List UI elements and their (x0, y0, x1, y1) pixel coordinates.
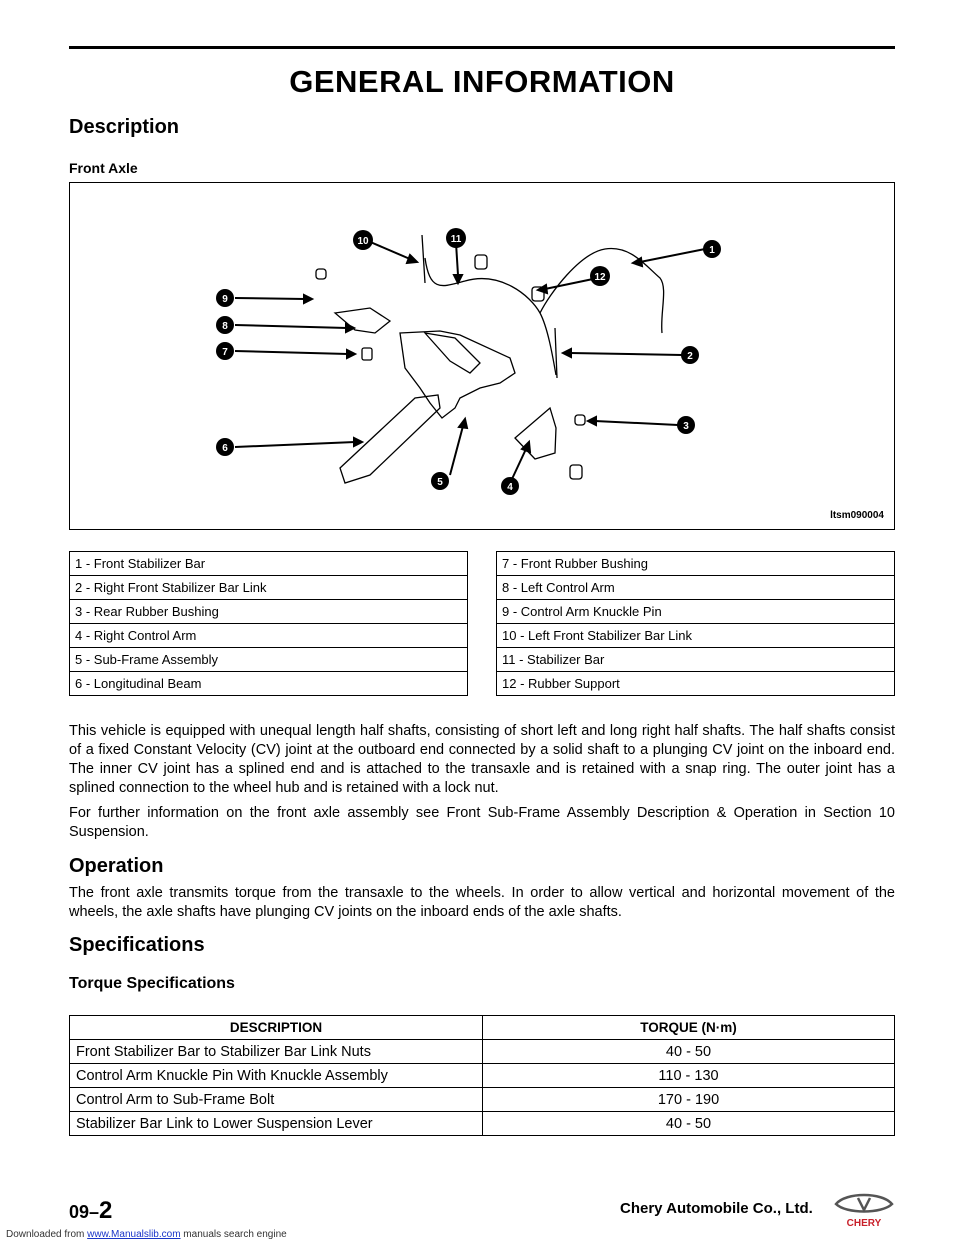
page-title: GENERAL INFORMATION (289, 64, 675, 99)
legend-left (69, 551, 468, 696)
callout-3: 3 (683, 421, 689, 432)
row-torque: 40 - 50 (483, 1040, 895, 1064)
torque-specifications-heading: Torque Specifications (69, 975, 235, 992)
table-row (70, 1088, 895, 1112)
callout-5: 5 (437, 477, 443, 488)
download-prefix: Downloaded from (6, 1229, 88, 1240)
legend-item: 3 - Rear Rubber Bushing (70, 600, 468, 624)
callout-8: 8 (222, 321, 228, 332)
callout-4: 4 (507, 482, 513, 493)
callout-12: 12 (594, 272, 606, 283)
table-row (70, 1064, 895, 1088)
manualslib-link[interactable]: www.Manualslib.com (87, 1229, 181, 1240)
legend-item: 11 - Stabilizer Bar (497, 648, 895, 672)
description-paragraph-1: This vehicle is equipped with unequal length half shafts, consisting of short left and long right half shafts. The half shafts consist of a fixed Constant Velocity (CV) joint at the outboard end connected by a solid shaft to a plunging CV joint on the inboard end. The inner CV joint has a splined end and is attached to the transaxle and is retained with a snap ring. The outer joint has a splined connection to the wheel hub and is retained with a lock nut. (69, 723, 895, 796)
company-name: Chery Automobile Co., Ltd. (620, 1200, 813, 1217)
legend-item: 2 - Right Front Stabilizer Bar Link (70, 576, 468, 600)
legend-item: 7 - Front Rubber Bushing (497, 552, 895, 576)
front-axle-heading: Front Axle (69, 160, 138, 176)
row-torque: 170 - 190 (483, 1088, 895, 1112)
figure-id: ltsm090004 (830, 510, 884, 521)
chery-logo (832, 1190, 896, 1235)
table-row (70, 1112, 895, 1136)
table-row (70, 1040, 895, 1064)
row-torque: 40 - 50 (483, 1112, 895, 1136)
row-torque: 110 - 130 (483, 1064, 895, 1088)
legend-item: 9 - Control Arm Knuckle Pin (497, 600, 895, 624)
legend-item: 6 - Longitudinal Beam (70, 672, 468, 696)
legend-item: 8 - Left Control Arm (497, 576, 895, 600)
top-rule (69, 46, 895, 49)
callout-2: 2 (687, 351, 693, 362)
callout-10: 10 (357, 236, 369, 247)
row-description: Control Arm to Sub-Frame Bolt (70, 1088, 483, 1112)
download-suffix: manuals search engine (180, 1229, 287, 1240)
specifications-heading: Specifications (69, 934, 205, 956)
download-notice (6, 1229, 287, 1240)
legend-right (496, 551, 895, 696)
legend-item: 10 - Left Front Stabilizer Bar Link (497, 624, 895, 648)
torque-table (69, 1015, 895, 1136)
legend-item: 5 - Sub-Frame Assembly (70, 648, 468, 672)
front-axle-figure (69, 182, 895, 530)
legend-item: 1 - Front Stabilizer Bar (70, 552, 468, 576)
section-number: 09– (69, 1202, 100, 1222)
row-description: Front Stabilizer Bar to Stabilizer Bar Link Nuts (70, 1040, 483, 1064)
operation-paragraph: The front axle transmits torque from the transaxle to the wheels. In order to allow vertical and horizontal movement of the wheels, the axle shafts have plunging CV joints on the inboard ends of the axle shafts. (69, 885, 895, 920)
callout-1: 1 (709, 245, 715, 256)
legend-item: 4 - Right Control Arm (70, 624, 468, 648)
operation-heading: Operation (69, 855, 164, 877)
description-heading: Description (69, 116, 180, 138)
page-index: 2 (99, 1197, 113, 1224)
column-header-description: DESCRIPTION (70, 1016, 483, 1040)
page-number (69, 1197, 112, 1225)
description-paragraph-2: For further information on the front axle assembly see Front Sub-Frame Assembly Description & Operation in Section 10 Suspension. (69, 805, 895, 840)
row-description: Stabilizer Bar Link to Lower Suspension Lever (70, 1112, 483, 1136)
front-axle-exploded-diagram (70, 183, 896, 531)
callout-9: 9 (222, 294, 228, 305)
legend-item: 12 - Rubber Support (497, 672, 895, 696)
row-description: Control Arm Knuckle Pin With Knuckle Assembly (70, 1064, 483, 1088)
callout-6: 6 (222, 443, 228, 454)
callout-11: 11 (450, 234, 462, 245)
column-header-torque: TORQUE (N·m) (483, 1016, 895, 1040)
logo-text: CHERY (846, 1218, 882, 1229)
callout-7: 7 (222, 347, 228, 358)
